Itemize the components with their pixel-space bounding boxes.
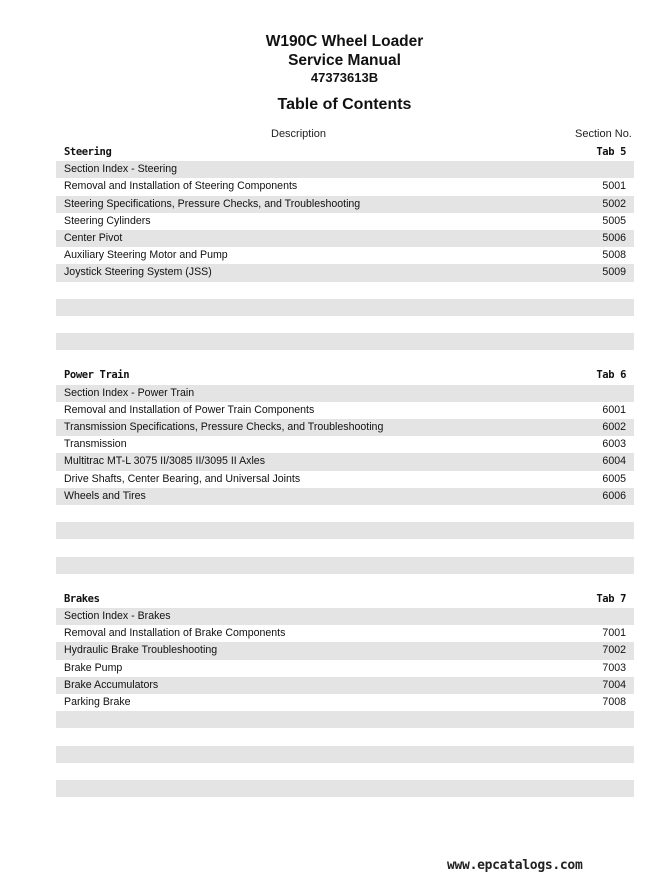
- entry-section-number: 5006: [602, 231, 626, 244]
- toc-entry[interactable]: [56, 488, 634, 505]
- blank-row: [56, 746, 634, 763]
- toc-entry[interactable]: [56, 694, 634, 711]
- entry-description: Wheels and Tires: [64, 489, 146, 502]
- entry-description: Steering Cylinders: [64, 214, 151, 227]
- entry-description: Center Pivot: [64, 231, 123, 244]
- entry-section-number: 7001: [602, 627, 626, 640]
- entry-description: Removal and Installation of Brake Components: [64, 627, 286, 640]
- entry-description: Auxiliary Steering Motor and Pump: [64, 249, 228, 262]
- entry-description: Removal and Installation of Steering Components: [64, 180, 298, 193]
- section-tab: Tab 5: [596, 146, 626, 158]
- toc-section: [56, 591, 634, 797]
- entry-section-number: 7002: [602, 644, 626, 657]
- toc-entry[interactable]: [56, 264, 634, 281]
- entry-section-number: 6003: [602, 438, 626, 451]
- blank-row: [56, 539, 634, 556]
- blank-row: [56, 350, 634, 367]
- entry-section-number: 6001: [602, 403, 626, 416]
- blank-row: [56, 299, 634, 316]
- section-name: Steering: [64, 146, 112, 158]
- section-tab: Tab 6: [596, 369, 626, 382]
- toc-sections: [56, 144, 634, 797]
- toc-entry[interactable]: [56, 419, 634, 436]
- blank-row: [56, 282, 634, 299]
- toc-entry[interactable]: [56, 161, 634, 178]
- entry-section-number: 5009: [602, 266, 626, 279]
- entry-section-number: 7003: [602, 661, 626, 674]
- blank-row: [56, 780, 634, 797]
- entry-section-number: 7004: [602, 678, 626, 691]
- entry-section-number: 6004: [602, 455, 626, 468]
- blank-row: [56, 522, 634, 539]
- entry-description: Steering Specifications, Pressure Checks, and Troubleshooting: [64, 197, 361, 210]
- entry-description: Section Index - Steering: [64, 163, 178, 176]
- toc-entry[interactable]: [56, 471, 634, 488]
- entry-section-number: 5001: [602, 180, 626, 193]
- toc-entry[interactable]: [56, 196, 634, 213]
- blank-row: [56, 574, 634, 591]
- entry-section-number: 5008: [602, 249, 626, 262]
- entry-description: Brake Accumulators: [64, 678, 159, 691]
- section-tab: Tab 7: [596, 592, 626, 605]
- toc-entry[interactable]: [56, 642, 634, 659]
- entry-description: Brake Pump: [64, 661, 123, 674]
- toc-entry[interactable]: [56, 453, 634, 470]
- toc-section: [56, 367, 634, 590]
- entry-description: Hydraulic Brake Troubleshooting: [64, 644, 218, 657]
- entry-section-number: 5002: [602, 197, 626, 210]
- section-header: [56, 591, 634, 608]
- toc-entry[interactable]: [56, 436, 634, 453]
- title-manual: Service Manual: [288, 52, 401, 69]
- entry-description: Multitrac MT-L 3075 II/3085 II/3095 II Axles: [64, 455, 265, 468]
- blank-row: [56, 728, 634, 745]
- blank-row: [56, 505, 634, 522]
- entry-description: Removal and Installation of Power Train Components: [64, 403, 315, 416]
- toc-entry[interactable]: [56, 677, 634, 694]
- blank-row: [56, 711, 634, 728]
- entry-section-number: 6006: [602, 489, 626, 502]
- entry-description: Section Index - Power Train: [64, 386, 195, 399]
- toc-entry[interactable]: [56, 247, 634, 264]
- blank-row: [56, 557, 634, 574]
- toc-entry[interactable]: [56, 178, 634, 195]
- blank-row: [56, 333, 634, 350]
- column-header-section-no: Section No.: [575, 128, 632, 140]
- section-name: Power Train: [64, 369, 130, 382]
- column-header-description: Description: [271, 128, 327, 140]
- entry-section-number: 6005: [602, 472, 626, 485]
- toc-entry[interactable]: [56, 230, 634, 247]
- section-header: [56, 367, 634, 384]
- blank-row: [56, 316, 634, 333]
- toc-entry[interactable]: [56, 625, 634, 642]
- toc-entry[interactable]: [56, 385, 634, 402]
- entry-description: Transmission Specifications, Pressure Checks, and Troubleshooting: [64, 421, 384, 433]
- toc-entry[interactable]: [56, 402, 634, 419]
- toc-section: [56, 144, 634, 367]
- blank-row: [56, 763, 634, 780]
- entry-description: Section Index - Brakes: [64, 610, 171, 623]
- title-part-number: 47373613B: [310, 70, 379, 85]
- entry-description: Transmission: [64, 438, 127, 451]
- toc-title: Table of Contents: [277, 96, 412, 113]
- title-model: W190C Wheel Loader: [265, 33, 424, 50]
- toc-entry[interactable]: [56, 660, 634, 677]
- entry-description: Joystick Steering System (JSS): [64, 266, 212, 279]
- entry-section-number: 6002: [602, 421, 626, 433]
- entry-description: Parking Brake: [64, 696, 131, 708]
- footer-watermark: www.epcatalogs.com: [447, 858, 583, 873]
- section-name: Brakes: [64, 592, 100, 605]
- entry-section-number: 7008: [602, 696, 626, 708]
- section-header: [56, 144, 634, 161]
- toc-entry[interactable]: [56, 213, 634, 230]
- toc-entry[interactable]: [56, 608, 634, 625]
- entry-section-number: 5005: [602, 214, 626, 227]
- entry-description: Drive Shafts, Center Bearing, and Universal Joints: [64, 472, 301, 485]
